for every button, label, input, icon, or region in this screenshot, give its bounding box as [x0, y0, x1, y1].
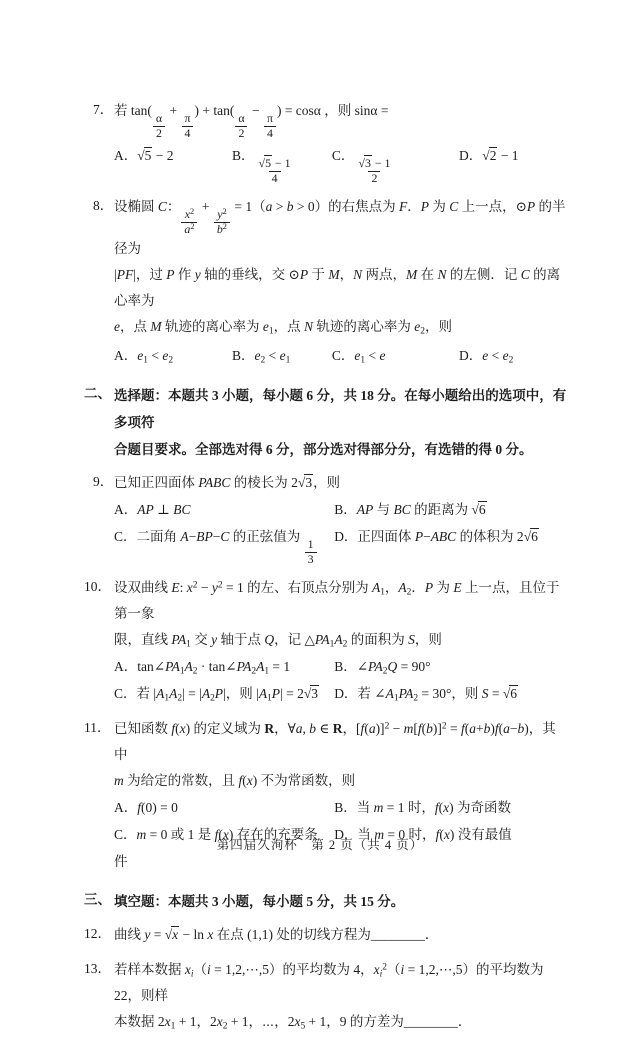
- section-2-body: [114, 382, 568, 463]
- section-3-body: [114, 888, 568, 915]
- question-12-number: 12．: [84, 925, 111, 941]
- question-7-option-d: D．√2 − 1: [459, 147, 519, 163]
- question-10-line-2: 限，直线 $PA_1$ 交 y 轴于点 Q，记 $\triangle PA_1A_2$ 的面积为 S，则: [114, 631, 442, 650]
- question-8: [84, 194, 568, 369]
- question-8-option-c: C．$e_1 < e$: [331, 347, 386, 366]
- question-10-body: [114, 575, 568, 707]
- question-9-text: 已知正四面体 PABC 的棱长为 2√3，则: [114, 474, 341, 490]
- question-12-body: [114, 922, 568, 948]
- question-8-number: 8．: [93, 197, 114, 213]
- question-11-option-d: D．当 m = 0 时，f(x) 没有最值: [334, 826, 512, 842]
- section-3-line-1: 填空题：本题共 3 小题，每小题 5 分，共 15 分。: [114, 893, 405, 909]
- question-11-line-2: m 为给定的常数，且 f(x) 不为常函数，则: [114, 772, 356, 788]
- question-10-line-1: 设双曲线 E: $x^2 - y^2 = 1$ 的左、右顶点分别为 $A_1$，$A_2$．P 为 E 上一点，且位于第一象: [114, 579, 560, 621]
- section-2-line-2: 合题目要求。全部选对得 6 分，部分选对得部分分，有选错的得 0 分。: [114, 441, 533, 457]
- question-8-body: [114, 194, 568, 369]
- section-fill-in-blank-header: [84, 888, 568, 915]
- question-8-line-3: e，点 M 轨迹的离心率为 $e_1$，点 N 轨迹的离心率为 $e_2$，则: [114, 318, 452, 337]
- question-13-number: 13．: [84, 960, 111, 976]
- question-11-option-a: A．f(0) = 0: [114, 799, 178, 815]
- question-9: [84, 470, 568, 566]
- question-9-option-d: D．正四面体 P−ABC 的体积为 2√6: [334, 528, 538, 544]
- question-11-line-1: 已知函数 f(x) 的定义域为 R，∀a, b ∈ R，$[f(a)]^2 - m[f(b)]^2 = f(a+b)f(a-b)$，其中: [114, 720, 556, 762]
- question-8-line-2: |PF|，过 P 作 y 轴的垂线，交 ⊙P 于 M，N 两点，M 在 N 的左侧．记 C 的离心率为: [114, 266, 561, 308]
- question-11-options-row-1: [114, 794, 568, 821]
- question-13: [84, 957, 568, 1035]
- question-11-number: 11．: [84, 719, 111, 735]
- question-10: [84, 575, 568, 707]
- question-9-options-row-1: [114, 496, 568, 523]
- question-11-option-b: B．当 m = 1 时，f(x) 为奇函数: [334, 799, 511, 815]
- question-9-option-a: A．AP ⊥ BC: [114, 501, 191, 517]
- question-11-option-c: C．m = 0 或 1 是 f(x) 存在的充要条件: [114, 826, 318, 869]
- question-7-option-c: C． $\frac{√3 - 1}{2}$: [331, 147, 391, 185]
- section-2-line-1: 选择题：本题共 3 小题，每小题 6 分，共 18 分。在每小题给出的选项中，有多项符: [114, 387, 567, 430]
- question-10-option-c: C．若 $|A_1A_2| = |A_2P|$，则 $|A_1P| = 2√3$: [114, 685, 319, 704]
- question-7-body: [114, 98, 568, 185]
- question-10-number: 10．: [84, 578, 111, 594]
- question-10-option-d: D．若 $\angle A_1PA_2 = 30^\circ$，则 S = √6: [334, 685, 518, 704]
- question-8-options: [114, 342, 568, 369]
- question-7: [84, 98, 568, 185]
- question-13-body: [114, 957, 568, 1035]
- question-10-options-row-1: [114, 653, 568, 680]
- question-7-number: 7．: [93, 102, 114, 117]
- section-3-number: 三、: [84, 891, 111, 907]
- question-7-option-a: A．√5 − 2: [114, 147, 174, 163]
- question-8-option-a: A．$e_1 < e_2$: [114, 347, 174, 366]
- section-multiple-choice-header: [84, 382, 568, 463]
- question-7-options: [114, 142, 568, 185]
- question-12: [84, 922, 568, 948]
- question-9-option-b: B．AP 与 BC 的距离为 √6: [334, 501, 486, 517]
- question-8-line-1: 设椭圆 C： $\frac{x^2}{a^2}$ + $\frac{y^2}{b^2}$ = 1（a > b > 0）的右焦点为 F．P 为 C 上一点，⊙P 的半径为: [114, 198, 566, 256]
- question-7-option-b: B． $\frac{√5 - 1}{4}$: [232, 147, 291, 185]
- exam-content: [84, 98, 568, 1044]
- question-9-option-c: C．二面角 A−BP−C 的正弦值为 $\frac{1}{3}$: [114, 523, 334, 566]
- question-10-option-a: A．$\tan\angle PA_1A_2$ · $\tan\angle PA_2A_1 = 1$: [114, 658, 291, 677]
- question-12-text: 曲线 y = √x − ln x 在点 (1,1) 处的切线方程为________．: [114, 926, 439, 942]
- question-10-options-row-2: [114, 680, 568, 707]
- page-footer: 第四届久洵杯 第 2 页（共 4 页）: [216, 838, 424, 852]
- question-10-option-b: B．$\angle PA_2Q = 90^\circ$: [334, 658, 431, 677]
- question-9-number: 9．: [93, 473, 114, 489]
- question-13-line-2: 本数据 $2x_1 + 1$，$2x_2 + 1$，⋯，$2x_5 + 1$，9 的方差为________．: [114, 1013, 472, 1032]
- section-2-number: 二、: [84, 385, 111, 401]
- question-13-line-1: 若样本数据 $x_i(i$ = 1,2,⋯,5）的平均数为 4，$x_i^2(i$ = 1,2,⋯,5）的平均数为 22，则样: [114, 961, 544, 1003]
- question-7-text: 若 tan( $\frac{\alpha}{2}$ + $\frac{\pi}{4}$ ) + tan( $\frac{\alpha}{2}$ − $\frac{\pi}{4}$ ) = cosα ，则 sinα =: [114, 103, 389, 140]
- question-9-options-row-2: [114, 523, 568, 566]
- question-8-option-b: B．$e_2 < e_1$: [232, 347, 291, 366]
- question-8-option-d: D．$e < e_2$: [459, 347, 514, 366]
- question-9-body: [114, 470, 568, 566]
